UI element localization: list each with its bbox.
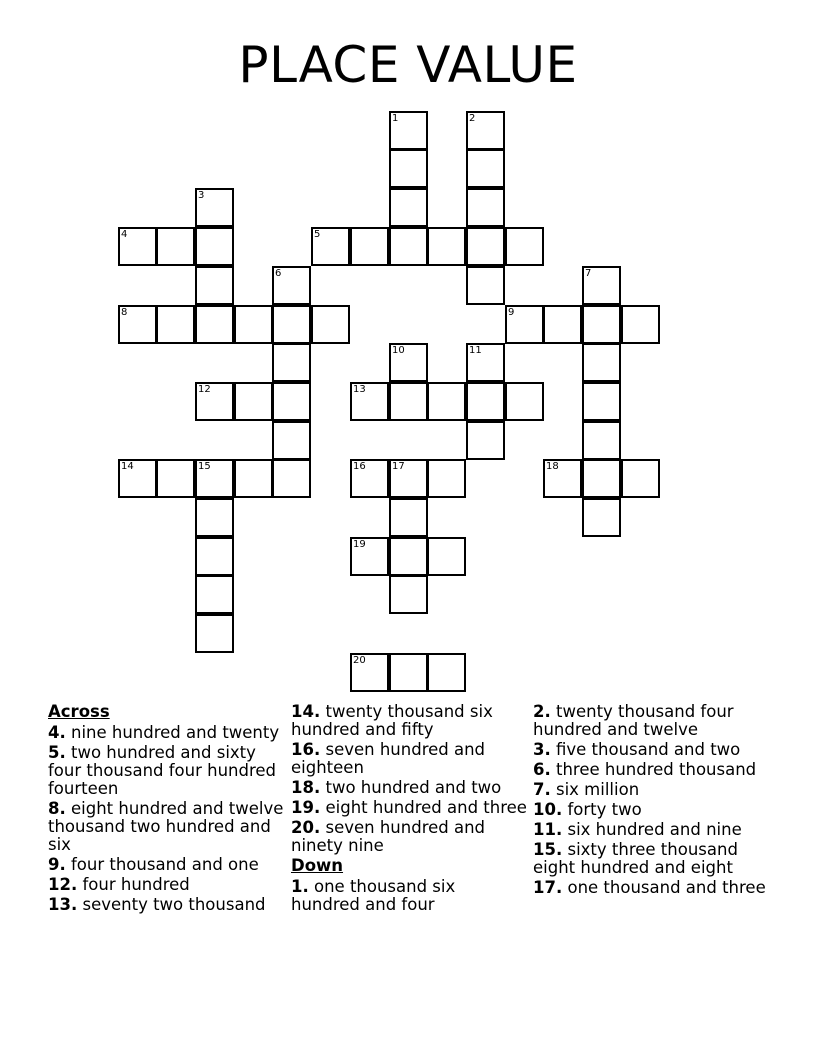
clue-number: 10.: [533, 800, 563, 819]
grid-cell[interactable]: [389, 227, 428, 266]
grid-cell[interactable]: [272, 305, 311, 344]
clue-text: six million: [550, 780, 640, 799]
grid-cell[interactable]: [427, 653, 466, 692]
grid-cell-6[interactable]: [272, 266, 311, 305]
grid-cell-16[interactable]: [350, 459, 389, 498]
cell-number: 16: [353, 461, 366, 472]
clue-number: 13.: [48, 895, 78, 914]
clue-number: 17.: [533, 878, 563, 897]
grid-cell-19[interactable]: [350, 537, 389, 576]
grid-cell-14[interactable]: [118, 459, 157, 498]
clue-text: two hundred and two: [320, 778, 502, 797]
clue-text: six hundred and nine: [562, 820, 742, 839]
clue-number: 15.: [533, 840, 563, 859]
grid-cell[interactable]: [311, 305, 350, 344]
grid-cell[interactable]: [389, 575, 428, 614]
grid-cell[interactable]: [582, 343, 621, 382]
clue-number: 16.: [291, 740, 321, 759]
clue-text: twenty thousand four hundred and twelve: [533, 702, 734, 739]
clue-number: 3.: [533, 740, 551, 759]
cell-number: 15: [198, 461, 211, 472]
cell-number: 7: [585, 268, 592, 279]
clue-number: 1.: [291, 877, 309, 896]
clue-item: [291, 741, 527, 777]
clue-number: 11.: [533, 820, 563, 839]
grid-cell[interactable]: [582, 459, 621, 498]
grid-cell-7[interactable]: [582, 266, 621, 305]
grid-cell-9[interactable]: [505, 305, 544, 344]
grid-cell[interactable]: [156, 459, 195, 498]
grid-cell[interactable]: [272, 421, 311, 460]
down-heading: Down: [291, 856, 344, 875]
clue-number: 2.: [533, 702, 551, 721]
clue-item: [48, 724, 284, 742]
clue-column-1: [48, 703, 284, 916]
cell-number: 4: [121, 229, 128, 240]
grid-cell[interactable]: [466, 382, 505, 421]
grid-cell[interactable]: [389, 382, 428, 421]
grid-cell[interactable]: [582, 382, 621, 421]
cell-number: 3: [198, 190, 205, 201]
across-heading: Across: [48, 702, 110, 721]
clue-column-2: [291, 703, 527, 916]
puzzle-title: PLACE VALUE: [238, 36, 578, 94]
clue-number: 20.: [291, 818, 321, 837]
cell-number: 10: [392, 345, 405, 356]
clue-text: one thousand six hundred and four: [291, 877, 456, 914]
clue-item: [533, 741, 769, 759]
grid-cell[interactable]: [389, 498, 428, 537]
clue-item: [291, 799, 527, 817]
clue-text: sixty three thousand eight hundred and eight: [533, 840, 738, 877]
cell-number: 17: [392, 461, 405, 472]
grid-cell[interactable]: [505, 227, 544, 266]
grid-cell-12[interactable]: [195, 382, 234, 421]
clue-text: nine hundred and twenty: [65, 723, 280, 742]
grid-cell[interactable]: [195, 266, 234, 305]
grid-cell[interactable]: [156, 227, 195, 266]
clue-number: 19.: [291, 798, 321, 817]
clue-number: 9.: [48, 855, 66, 874]
clue-number: 18.: [291, 778, 321, 797]
grid-cell[interactable]: [195, 575, 234, 614]
clue-number: 5.: [48, 743, 66, 762]
cell-number: 8: [121, 307, 128, 318]
grid-cell[interactable]: [543, 305, 582, 344]
grid-cell[interactable]: [234, 382, 273, 421]
cell-number: 20: [353, 655, 366, 666]
clue-number: 6.: [533, 760, 551, 779]
cell-number: 11: [469, 345, 482, 356]
grid-cell[interactable]: [195, 305, 234, 344]
grid-cell-11[interactable]: [466, 343, 505, 382]
grid-cell[interactable]: [582, 305, 621, 344]
clue-item: [48, 856, 284, 874]
grid-cell[interactable]: [195, 498, 234, 537]
grid-cell-15[interactable]: [195, 459, 234, 498]
clue-number: 14.: [291, 702, 321, 721]
grid-cell[interactable]: [389, 537, 428, 576]
clue-text: forty two: [562, 800, 642, 819]
grid-cell[interactable]: [234, 305, 273, 344]
clue-text: three hundred thousand: [550, 760, 757, 779]
clue-text: twenty thousand six hundred and fifty: [291, 702, 493, 739]
clue-item: [533, 841, 769, 877]
grid-cell[interactable]: [466, 188, 505, 227]
grid-cell[interactable]: [427, 459, 466, 498]
clue-item: [533, 761, 769, 779]
grid-cell[interactable]: [272, 459, 311, 498]
cell-number: 13: [353, 384, 366, 395]
grid-cell[interactable]: [427, 537, 466, 576]
clue-text: seven hundred and ninety nine: [291, 818, 486, 855]
grid-cell-5[interactable]: [311, 227, 350, 266]
cell-number: 2: [469, 113, 476, 124]
clue-item: [291, 819, 527, 855]
grid-cell[interactable]: [427, 382, 466, 421]
clue-text: seven hundred and eighteen: [291, 740, 486, 777]
grid-cell[interactable]: [427, 227, 466, 266]
clue-item: [291, 779, 527, 797]
clue-item: [48, 744, 284, 798]
cell-number: 19: [353, 539, 366, 550]
grid-cell[interactable]: [389, 653, 428, 692]
grid-cell[interactable]: [195, 614, 234, 653]
clue-item: [48, 800, 284, 854]
grid-cell[interactable]: [582, 498, 621, 537]
clue-text: eight hundred and three: [320, 798, 527, 817]
grid-cell[interactable]: [582, 421, 621, 460]
grid-cell-17[interactable]: [389, 459, 428, 498]
clue-text: eight hundred and twelve thousand two hundred and six: [48, 799, 284, 854]
grid-cell-4[interactable]: [118, 227, 157, 266]
grid-cell-18[interactable]: [543, 459, 582, 498]
grid-cell[interactable]: [272, 382, 311, 421]
clue-item: [533, 781, 769, 799]
grid-cell-1[interactable]: [389, 111, 428, 150]
clue-number: 7.: [533, 780, 551, 799]
grid-cell[interactable]: [466, 227, 505, 266]
clue-item: [533, 821, 769, 839]
cell-number: 1: [392, 113, 399, 124]
grid-cell-2[interactable]: [466, 111, 505, 150]
cell-number: 12: [198, 384, 211, 395]
grid-cell-20[interactable]: [350, 653, 389, 692]
grid-cell[interactable]: [505, 382, 544, 421]
cell-number: 9: [508, 307, 515, 318]
grid-cell[interactable]: [195, 537, 234, 576]
grid-cell[interactable]: [350, 227, 389, 266]
clue-number: 4.: [48, 723, 66, 742]
grid-cell[interactable]: [466, 149, 505, 188]
cell-number: 18: [546, 461, 559, 472]
clue-item: [48, 876, 284, 894]
grid-cell[interactable]: [272, 343, 311, 382]
clue-text: four thousand and one: [65, 855, 259, 874]
cell-number: 14: [121, 461, 134, 472]
grid-cell[interactable]: [621, 305, 660, 344]
clue-text: two hundred and sixty four thousand four hundred fourteen: [48, 743, 277, 798]
clue-item: [533, 703, 769, 739]
clue-number: 8.: [48, 799, 66, 818]
clue-item: [48, 896, 284, 914]
cell-number: 5: [314, 229, 321, 240]
grid-cell[interactable]: [156, 305, 195, 344]
clue-text: five thousand and two: [550, 740, 741, 759]
clue-text: one thousand and three: [562, 878, 766, 897]
clue-item: [533, 801, 769, 819]
cell-number: 6: [275, 268, 282, 279]
grid-cell[interactable]: [234, 459, 273, 498]
clue-item: [291, 703, 527, 739]
grid-cell[interactable]: [389, 149, 428, 188]
grid-cell[interactable]: [621, 459, 660, 498]
grid-cell[interactable]: [466, 421, 505, 460]
clue-item: [291, 878, 527, 914]
grid-cell-10[interactable]: [389, 343, 428, 382]
grid-cell[interactable]: [195, 227, 234, 266]
clue-column-3: [533, 703, 769, 899]
grid-cell-8[interactable]: [118, 305, 157, 344]
clue-number: 12.: [48, 875, 78, 894]
clue-item: [533, 879, 769, 897]
grid-cell[interactable]: [389, 188, 428, 227]
clue-text: seventy two thousand: [77, 895, 266, 914]
grid-cell-3[interactable]: [195, 188, 234, 227]
clue-text: four hundred: [77, 875, 190, 894]
grid-cell-13[interactable]: [350, 382, 389, 421]
grid-cell[interactable]: [466, 266, 505, 305]
